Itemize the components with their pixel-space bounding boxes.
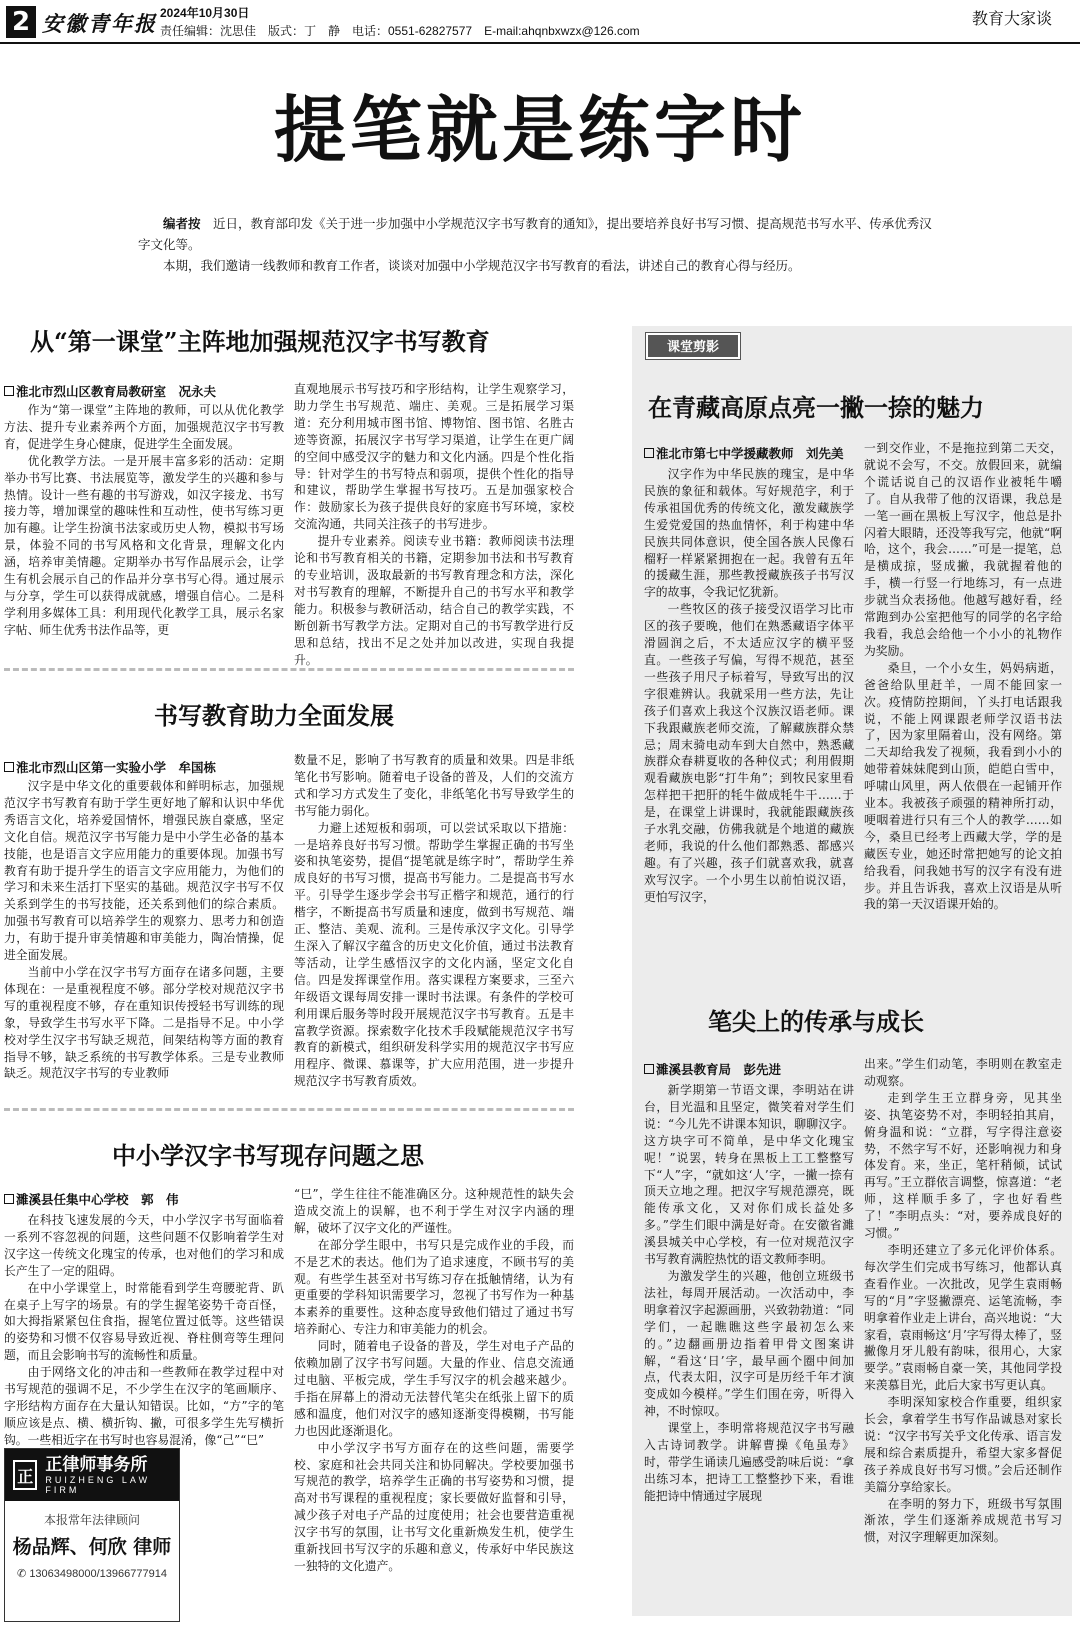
article5-col1: 新学期第一节语文课，李明站在讲台，目光温和且坚定，微笑着对学生们说：“今儿先不讲课本知识，聊聊汉字。这方块字可不简单，是中华文化瑰宝呢！”说罢，转身在黑板上工工整整写下“人”字，“就如这‘人’字，一撇一捺有顶天立地之理。把汉字写规范漂亮，既能传承文化，又对你们成长益处多多。”学生们眼中满是好奇。在安徽省濉溪县城关中心学校，有一位对规范汉字书写教育满腔热忱的语文教师李明。 为激发学生的兴趣，他创立班级书法社，每周开展活动。一次活动中，李明拿着汉字起源画册，兴致勃勃道：“同学们，一起瞧瞧这些字最初怎么来的。”边翻画册边指着甲骨文图案讲解，“看这‘日’字，最早画个圈中间加点，代表太阳，汉字可是历经千年才演变成如今模样。”学生们围在旁，听得入神，不时惊叹。 课堂上，李明常将规范汉字书写融入古诗词教学。讲解曹操《龟虽寿》时，带学生诵读几遍感受韵味后说：“拿出练习本，把诗工工整整抄下来，看谁能把诗中情通过字展现 (644, 1083, 854, 1503)
article5-col2: 出来。”学生们动笔，李明则在教室走动观察。 走到学生王立群身旁，见其坐姿、执笔姿势不对，李明轻拍其肩，俯身温和说：“立群，写字得注意姿势，不然字写不好，还影响视力和身体发育。来，坐正，笔杆稍倾，试试再写。”王立群依言调整，惊喜道：“老师，这样顺手多了，字也好看些了！”李明点头：“对，要养成良好的习惯。” 李明还建立了多元化评价体系。每次学生们完成书写练习，他都认真查看作业。一次批改，见学生袁雨畅写的“月”字竖撇漂亮、运笔流畅，李明拿着作业走上讲台，高兴地说：“大家看，袁雨畅这‘月’字写得太棒了，竖撇像月牙儿般有韵味，很用心，大家要学。”袁雨畅自豪一笑，其他同学投来羡慕目光，此后大家书写更认真。 李明深知家校合作重要，组织家长会，拿着学生书写作品诚恳对家长说：“汉字书写关乎文化传承、语言发展和综合素质提升，希望大家多督促孩子养成良好书写习惯。”会后还制作美篇分享给家长。 在李明的努力下，班级书写氛围渐浓，学生们逐渐养成规范书写习惯，对汉字理解更加深刻。 (864, 1057, 1062, 1545)
article1-author: 淮北市烈山区教育局教研室 况永夫 (4, 382, 216, 400)
article4-author: 淮北市第七中学援藏教师 刘先美 (644, 444, 844, 462)
page-number: 2 (6, 6, 36, 38)
article2-col1: 汉字是中华文化的重要载体和鲜明标志，加强规范汉字书写教育有助于学生更好地了解和认识中华优秀语言文化，培养爱国情怀，增强民族自豪感，坚定文化自信。规范汉字书写能力是中小学生必备的基本技能，也是语言文字应用能力的重要体现。加强书写教育有助于提升学生的语言文字应用能力，为他们的学习和未来生活打下坚实的基础。规范汉字书写不仅关系到学生的书写技能，还关系到他们的综合素质。加强书写教育可以培养学生的观察力、思考力和创造力，有助于提升审美情趣和审美能力，陶冶情操，促进全面发展。 当前中小学在汉字书写方面存在诸多问题，主要体现在：一是重视程度不够。部分学校对规范汉字书写的重视程度不够，存在重知识传授轻书写训练的现象，导致学生书写水平下降。二是指导不足。中小学校对学生汉字书写缺乏规范，间架结构等方面的教育指导不够，缺乏系统的书写教学体系。三是专业教师缺乏。规范汉字书写的专业教师 (4, 779, 284, 1081)
law-firm-ad (4, 1448, 180, 1622)
lawyer-names: 杨品辉、何欣 律师 (12, 1536, 172, 1558)
article4-title: 在青藏高原点亮一撇一捺的魅力 (648, 393, 984, 422)
article5-author: 濉溪县教育局 彭先进 (644, 1060, 781, 1078)
law-firm-logo-icon: 正 (13, 1460, 37, 1490)
divider (4, 1108, 574, 1111)
main-title: 提笔就是练字时 (273, 87, 806, 172)
masthead-info (160, 4, 640, 40)
author-box-icon (4, 1194, 14, 1204)
author-box-icon (4, 386, 14, 396)
law-firm-role: 本报常年法律顾问 (43, 1513, 140, 1527)
masthead (0, 0, 1080, 44)
sidebar-tag: 课堂剪影 (646, 333, 740, 359)
paper-name: 安徽青年报 (42, 11, 157, 36)
editor-note (138, 213, 938, 276)
issue-date: 2024年10月30日 (160, 6, 250, 20)
article3-author: 濉溪县任集中心学校 郭 伟 (4, 1190, 179, 1208)
article5-title: 笔尖上的传承与成长 (708, 1007, 924, 1036)
editor-note-lead: 编者按 (163, 216, 201, 231)
law-firm-phone: ✆ 13063498000/13966777914 (17, 1568, 167, 1580)
article3-col2: “巳”，学生往往不能准确区分。这种规范性的缺失会造成交流上的误解，也不利于学生对汉字内涵的理解，破坏了汉字文化的严谨性。 在部分学生眼中，书写只是完成作业的手段，而不是艺术的表达。他们为了追求速度，不顾书写的美观。有些学生甚至对书写练习存在抵触情绪，认为有更重要的学科知识需要学习，忽视了书写作为一种基本素养的重要性。这种态度导致他们错过了通过书写培养耐心、专注力和审美能力的机会。 同时，随着电子设备的普及，学生对电子产品的依赖加剧了汉字书写问题。大量的作业、信息交流通过电脑、平板完成，学生手写汉字的机会越来越少。手指在屏幕上的滑动无法替代笔尖在纸张上留下的质感和温度，他们对汉字的感知逐渐变得模糊，书写能力也因此逐渐退化。 中小学汉字书写方面存在的这些问题，需要学校、家庭和社会共同关注和协同解决。学校要加强书写规范的教学，培养学生正确的书写姿势和习惯，提高对书写课程的重视程度；家长要做好监督和引导，减少孩子对电子产品的过度使用；社会也要营造重视汉字书写的氛围，让书写文化重新焕发生机，使学生重新找回书写汉字的乐趣和意义，传承好中华民族这一独特的文化遗产。 (294, 1187, 574, 1573)
article2-title: 书写教育助力全面发展 (154, 701, 394, 730)
author-box-icon (644, 1064, 654, 1074)
article4-col2: 一到交作业，不是拖拉到第二天交，就说不会写，不交。放假回来，就编个谎话说自己的汉语作业被牦牛嚼了。自从我带了他的汉语课，我总是一笔一画在黑板上写汉字，他总是扑闪着大眼睛，还没等我写完，他就“啊哈，这个，我会……”可是一提笔，总是横成掠，竖成撇，我就握着他的手，横一行竖一行地练习，有一点进步就当众表扬他。他越写越好看，经常跑到办公室把他写的同学的名字给我看，我总会给他一个小小的礼物作为奖励。 桑旦，一个小女生，妈妈病逝，爸爸给队里赶羊，一周不能回家一次。疫情防控期间，丫头打电话跟我说，不能上网课跟老师学汉语书法了，因为家里隔着山，没有网络。第二天却给我发了视频，我看到小小的她带着妹妹爬到山顶，皑皑白雪中，呼啸山风里，两人依偎在一起铺开作业本。我被孩子顽强的精神所打动，哽咽着进行只有三个人的教学……如今，桑旦已经考上西藏大学，学的是藏医专业，她还时常把她写的论文拍给我看，问我她书写的汉字有没有进步。并且告诉我，喜欢上汉语是从听我的第一天汉语课开始的。 (864, 441, 1062, 912)
article1-col2: 直观地展示书写技巧和字形结构，让学生观察学习，助力学生书写规范、端庄、美观。三是拓展学习渠道：充分利用城市图书馆、博物馆、图书馆、名胜古迹等资源，拓展汉字书写学习渠道，让学生在更广阔的空间中感受汉字的魅力和文化内涵。四是个性化指导：针对学生的书写特点和弱项，提供个性化的指导和建议，帮助学生掌握书写技巧。五是加强家校合作：鼓励家长为孩子提供良好的家庭书写环境，家校交流沟通，共同关注孩子的书写进步。 提升专业素养。阅读专业书籍：教师阅读书法理论和书写教育相关的书籍，定期参加书法和书写教育的专业培训，汲取最新的书写教育理念和方法，深化对书写教育的理解，不断提升自己的书写水平和教学能力。积极参与教研活动，结合自己的教学实践，不断创新书写教学方法。定期对自己的书写教学进行反思和总结，找出不足之处并加以改进，实现自我提升。 (294, 382, 574, 667)
author-box-icon (4, 762, 14, 772)
article2-col2: 数量不足，影响了书写教育的质量和效果。四是非纸笔化书写影响。随着电子设备的普及，人们的交流方式和学习方式发生了变化，非纸笔化书写导致学生的书写能力弱化。 力避上述短板和弱项，可以尝试采取以下措施：一是培养良好书写习惯。帮助学生掌握正确的书写坐姿和执笔姿势，提倡“提笔就是练字时”，帮助学生养成良好的书写习惯，提高书写能力。二是提高书写水平。引导学生逐步学会书写正楷字和规范，通行的行楷字，不断提高书写质量和速度，做到书写规范、端正、整洁、美观、流利。三是传承汉字文化。引导学生深入了解汉字蕴含的历史文化价值，通过书法教育等活动，让学生感悟汉字的文化内涵，坚定文化自信。四是发挥课堂作用。落实课程方案要求，三至六年级语文课每周安排一课时书法课。有条件的学校可利用课后服务等时段开展规范汉字书写教育。五是丰富教学资源。探索数字化技术手段赋能规范汉字书写教育的新模式，组织研发科学实用的规范汉字书写应用程序、微课、慕课等，扩大应用范围，进一步提升规范汉字书写教育质效。 (294, 753, 574, 1089)
article3-title: 中小学汉字书写现存问题之思 (112, 1141, 424, 1170)
article1-title: 从“第一课堂”主阵地加强规范汉字书写教育 (30, 327, 490, 356)
law-firm-name: 正律师事务所 (45, 1455, 148, 1475)
article2-author: 淮北市烈山区第一实验小学 牟国栋 (4, 758, 216, 776)
editor-note-p1: 近日，教育部印发《关于进一步加强中小学规范汉字书写教育的通知》，提出要培养良好书写习惯、提高规范书写水平、传承优秀汉字文化等。 (138, 216, 932, 252)
article1-col1: 作为“第一课堂”主阵地的教师，可以从优化教学方法、提升专业素养两个方面，加强规范汉字书写教育，促进学生身心健康，促进学生全面发展。 优化教学方法。一是开展丰富多彩的活动：定期举办书写比赛、书法展览等，激发学生的兴趣和参与热情。设计一些有趣的书写游戏，如汉字接龙、书写接力等，增加课堂的趣味性和互动性，使书写练习更加有趣。让学生扮演书法家或历史人物，模拟书写场景，体验不同的书写风格和文化背景，理解文化内涵，培养审美情趣。定期举办书写作品展示会，让学生有机会展示自己的作品并分享书写心得。通过展示与分享，学生可以获得成就感，增强自信心。二是科学利用多媒体工具：利用现代化教学工具，展示名家字帖、师生优秀书法作品等，更 (4, 403, 284, 637)
editor-line: 责任编辑：沈思佳 版式：丁 静 电话：0551-62827577 E-mail:ahqnbxwzx@126.com (160, 24, 640, 38)
divider (4, 668, 574, 671)
section-name: 教育大家谈 (971, 9, 1052, 28)
article3-col1: 在科技飞速发展的今天，中小学汉字书写面临着一系列不容忽视的问题，这些问题不仅影响着学生对汉字这一传统文化瑰宝的传承，也对他们的学习和成长产生了一定的阻碍。 在中小学课堂上，时常能看到学生弯腰驼背、趴在桌子上写字的场景。有的学生握笔姿势千奇百怪，如大拇指紧紧包住食指，握笔位置过低等。这些错误的姿势和习惯不仅容易导致近视、脊柱侧弯等生理问题，而且会影响书写的流畅性和质量。 由于网络文化的冲击和一些教师在教学过程中对书写规范的强调不足，不少学生在汉字的笔画顺序、字形结构方面存在大量认知错误。比如，“方”字的笔顺应该是点、横、横折钩、撇，可很多学生先写横折钩。一些相近字在书写时也容易混淆，像“己”“巳” (4, 1213, 284, 1447)
author-box-icon (644, 448, 654, 458)
law-firm-name-en: RUIZHENG LAW FIRM (45, 1475, 151, 1495)
article4-col1: 汉字作为中华民族的瑰宝，是中华民族的象征和载体。写好规范字，利于传承祖国优秀的传统文化，激发藏族学生爱党爱国的热血情怀，利于构建中华民族共同体意识，使全国各族人民像石榴籽一样紧紧拥抱在一起。我曾有五年的援藏生涯，那些教授藏族孩子书写汉字的故事，令我记忆犹新。 一些牧区的孩子接受汉语学习比市区的孩子要晚，他们在熟悉藏语字体平滑圆润之后，不太适应汉字的横平竖直。一些孩子写偏，写得不规范，甚至一些孩子用尺子标着写，导致写出的汉字很难辨认。我就采用一些方法，先让孩子们喜欢上我这个汉族汉语老师。课下我跟藏族老师交流，了解藏族群众禁忌；周末骑电动车到大自然中，熟悉藏族群众春耕夏收的各种仪式；利用假期观看藏族电影“打牛角”；到牧民家里看怎样把干把肝的牦牛做成牦牛干……于是，在课堂上讲课时，我就能跟藏族孩子水乳交融，仿佛我就是个地道的藏族老师，我说的什么他们都熟悉、都感兴趣。有了兴趣，孩子们就喜欢我，就喜欢写汉字。一个小男生以前怕说汉语，更怕写汉字， (644, 467, 854, 904)
editor-note-p2: 本期，我们邀请一线教师和教育工作者，谈谈对加强中小学规范汉字书写教育的看法，讲述自己的教育心得与经历。 (163, 258, 801, 273)
